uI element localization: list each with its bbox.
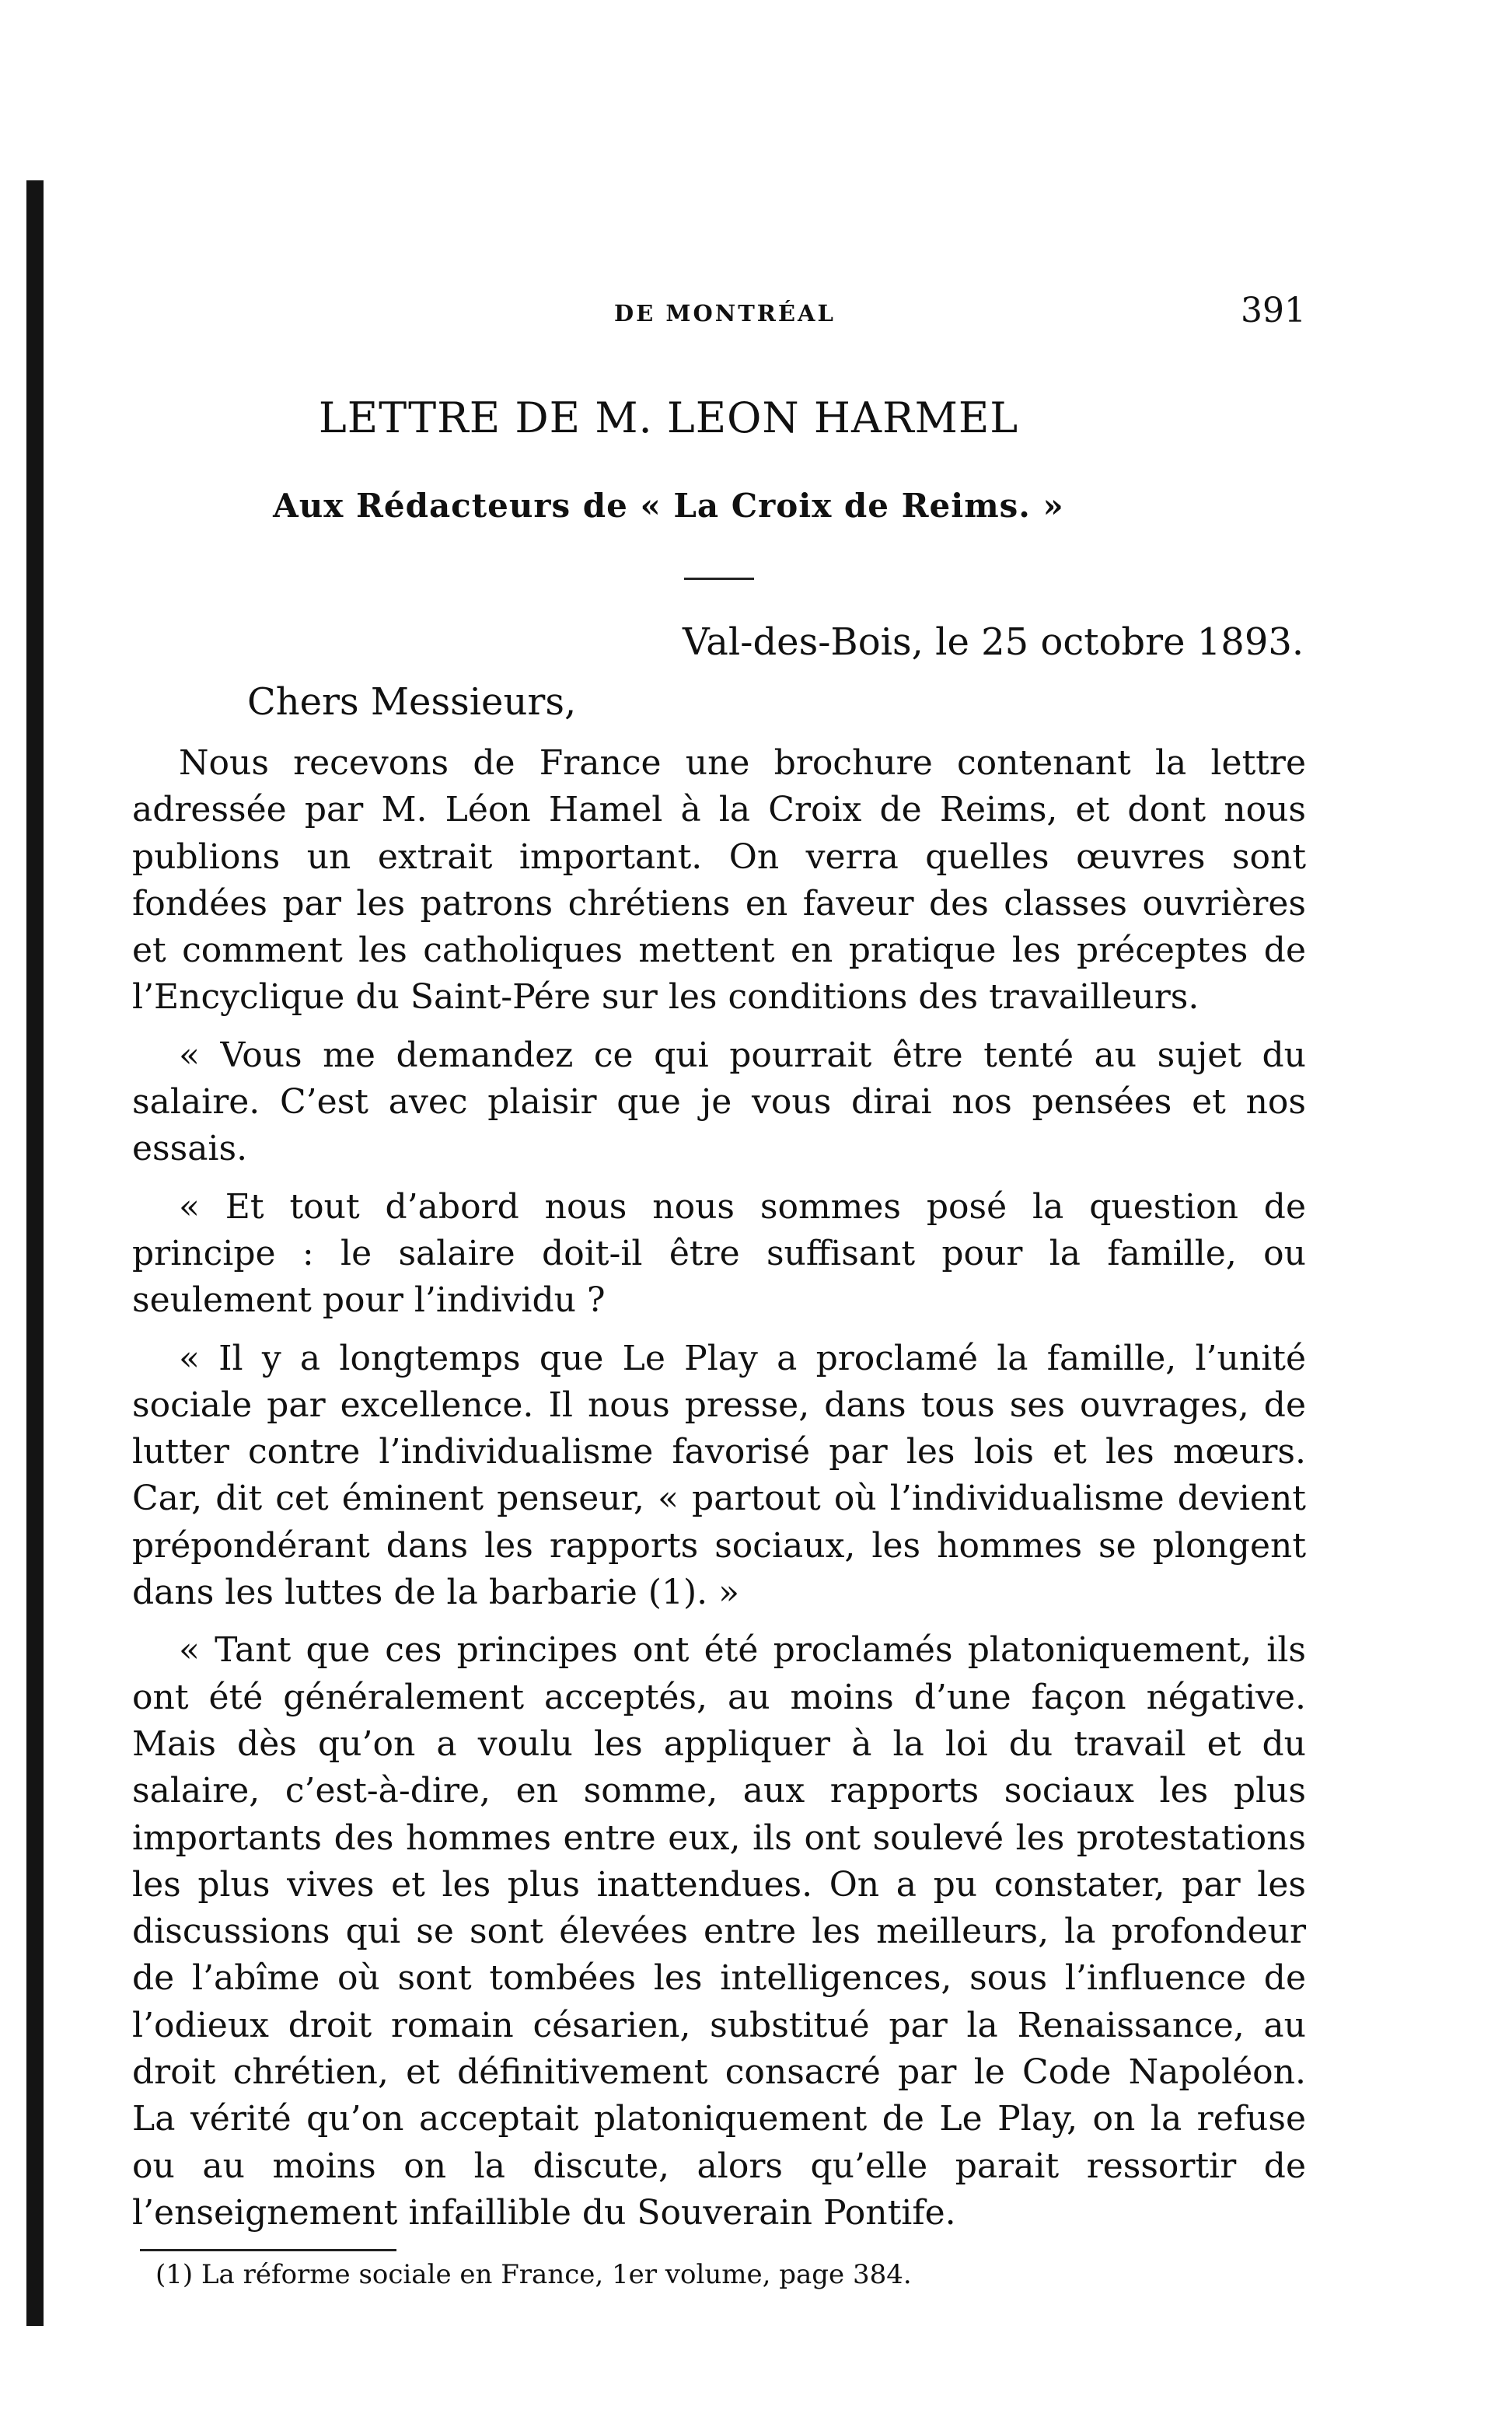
letter-body [132,740,1306,2247]
page-number: 391 [1241,291,1306,330]
paragraph: « Il y a longtemps que Le Play a proclamé la famille, l’unité sociale par excellence. Il nous presse, dans tous ses ouvrages, de lutter contre l’individualisme favorisé par les lois et les mœurs. Car, dit cet éminent penseur, « partout où l’individualisme devient prépondérant dans les rapports sociaux, les hommes se plongent dans les luttes de la barbarie (1). » [132,1338,1306,1613]
paragraph: « Et tout d’abord nous nous sommes posé la question de principe : le salaire doit-il être suffisant pour la famille, ou seulement pour l’individu ? [132,1186,1306,1321]
paragraph: « Vous me demandez ce qui pourrait être tenté au sujet du salaire. C’est avec plaisir que je vous dirai nos pensées et nos essais. [132,1035,1306,1169]
dateline: Val-des-Bois, le 25 octobre 1893. [683,620,1304,664]
page-header [179,291,1306,337]
running-title: DE MONTRÉAL [614,300,836,327]
letter-subtitle: Aux Rédacteurs de « La Croix de Reims. » [273,487,1064,525]
footnote: (1) La réforme sociale en France, 1er volume, page 384. [155,2259,912,2290]
paragraph-intro: Nous recevons de France une brochure contenant la lettre adressée par M. Léon Hamel à la Croix de Reims, et dont nous publions un extrait important. On verra quelles œuvres sont fondées par les patrons chrétiens en faveur des classes ouvrières et comment les catholiques mettent en pratique les préceptes de l’Encyclique du Saint-Pére sur les conditions des travailleurs. [132,743,1306,1018]
salutation: Chers Messieurs, [247,680,577,724]
title-rule [684,578,754,580]
footnote-rule [140,2249,396,2251]
paragraph: « Tant que ces principes ont été proclamés platoniquement, ils ont été généralement acceptés, au moins d’une façon négative. Mais dès qu’on a voulu les appliquer à la loi du travail et du salaire, c’est-à-dire, en somme, aux rapports sociaux les plus importants des hommes entre eux, ils ont soulevé les protestations les plus vives et les plus inattendues. On a pu constater, par les discussions qui se sont élevées entre les meilleurs, la profondeur de l’abîme où sont tombées les intelligences, sous l’influence de l’odieux droit romain césarien, substitué par la Renaissance, au droit chrétien, et définitivement consacré par le Code Napoléon. La vérité qu’on acceptait platoniquement de Le Play, on la refuse ou au moins on la discute, alors qu’elle parait ressortir de l’enseignement infaillible du Souverain Pontife. [132,1630,1306,2233]
scan-border [26,180,44,2326]
letter-title: LETTRE DE M. LEON HARMEL [318,393,1019,442]
